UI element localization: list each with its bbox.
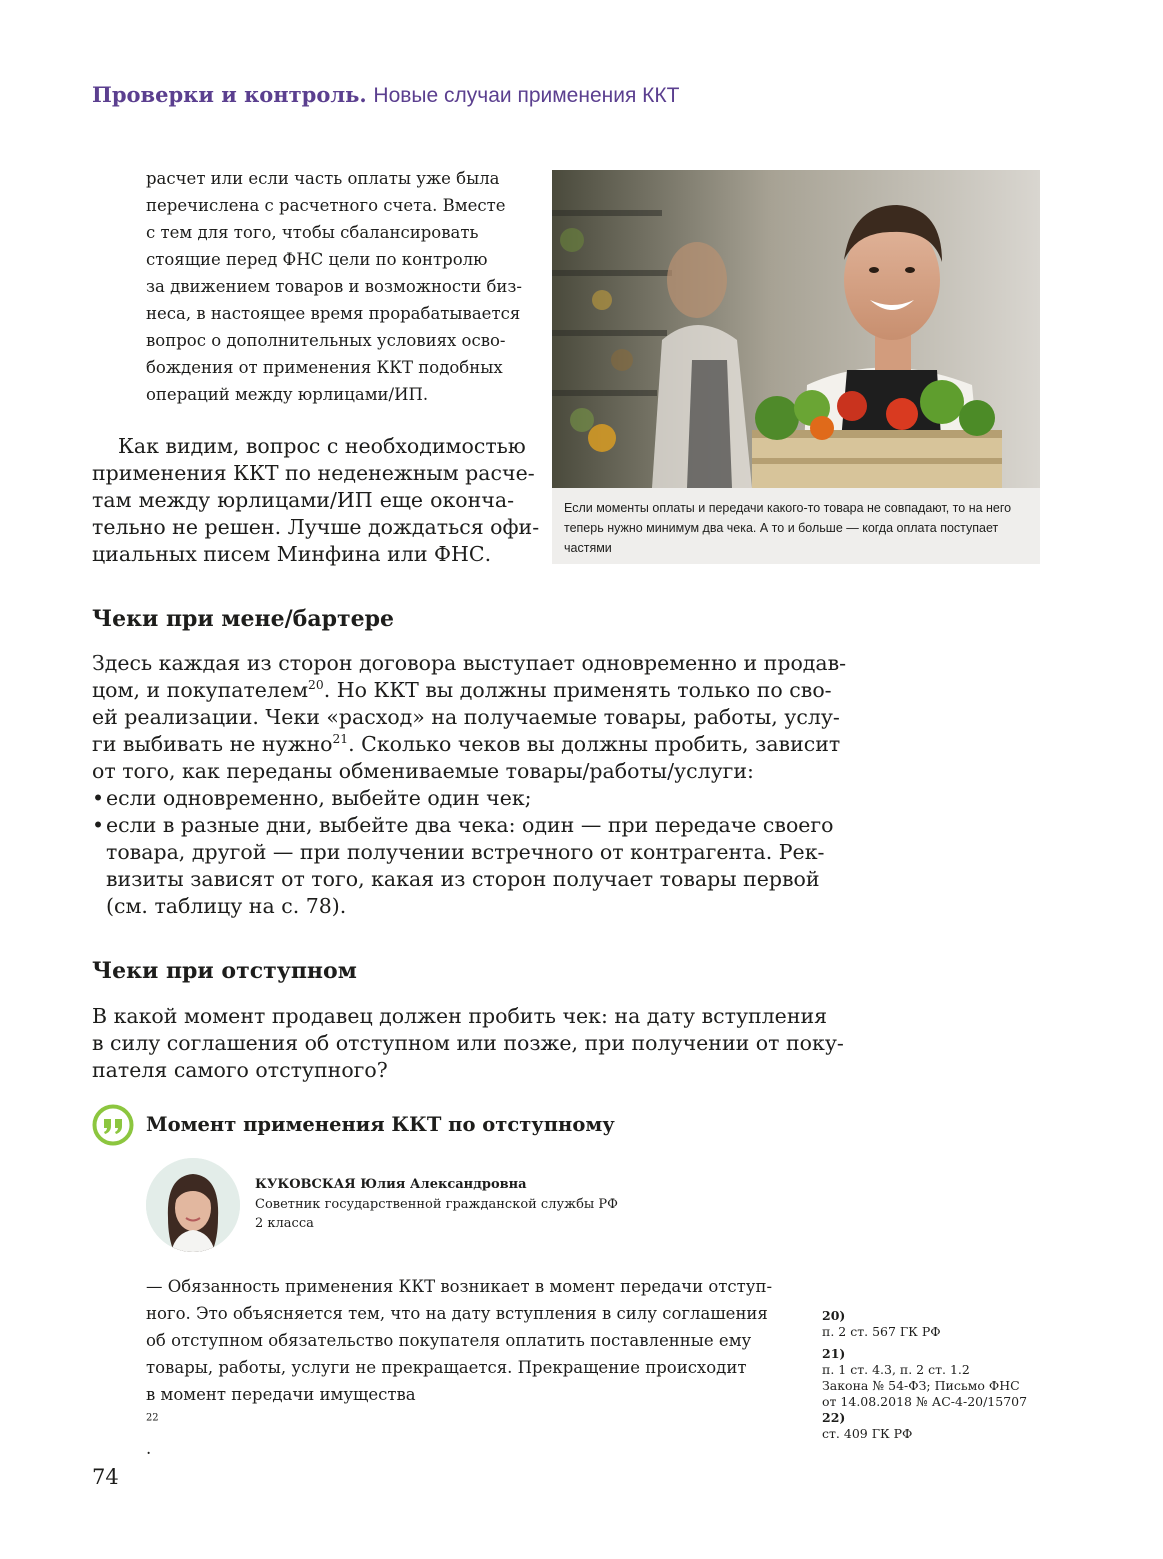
text-line: там между юрлицами/ИП еще оконча- bbox=[92, 488, 514, 512]
text-line: применения ККТ по неденежным расче- bbox=[92, 461, 535, 485]
caption-line: теперь нужно минимум два чека. А то и больше — когда оплата поступает bbox=[564, 521, 999, 535]
otstupnoe-paragraph bbox=[92, 1003, 844, 1084]
text-line: операций между юрлицами/ИП. bbox=[146, 385, 429, 404]
footnote-20 bbox=[822, 1308, 1062, 1340]
photo-caption bbox=[552, 488, 1040, 564]
caption-line: Если моменты оплаты и передачи какого-то товара не совпадают, то на него bbox=[564, 501, 1012, 515]
text-line: об отступном обязательство покупателя оплатить поставленные ему bbox=[146, 1331, 752, 1350]
footnote-text: п. 2 ст. 567 ГК РФ bbox=[822, 1324, 941, 1339]
footnote-ref-22[interactable]: 22 bbox=[146, 1412, 159, 1424]
text-line: вопрос о дополнительных условиях осво- bbox=[146, 331, 506, 350]
footnote-number: 20) bbox=[822, 1308, 846, 1323]
text-fragment: цом, и покупателем bbox=[92, 678, 309, 702]
barter-paragraph bbox=[92, 650, 847, 920]
expert-position bbox=[255, 1195, 618, 1233]
text-line: с тем для того, чтобы сбалансировать bbox=[146, 223, 479, 242]
text-line: Здесь каждая из сторон договора выступает одновременно и продав- bbox=[92, 651, 847, 675]
text-line: циальных писем Минфина или ФНС. bbox=[92, 542, 492, 566]
text-line: пателя самого отступного? bbox=[92, 1058, 388, 1082]
text-line: неса, в настоящее время прорабатывается bbox=[146, 304, 521, 323]
text-line: товары, работы, услуги не прекращается. Прекращение происходит bbox=[146, 1358, 747, 1377]
quote-title: Момент применения ККТ по отступному bbox=[146, 1113, 615, 1136]
list-item-text: если одновременно, выбейте один чек; bbox=[106, 786, 532, 810]
text-fragment: в момент передачи имущества bbox=[146, 1385, 416, 1404]
footnote-21-line: Закона № 54-ФЗ; Письмо ФНС bbox=[822, 1378, 1020, 1393]
quote-mark-icon bbox=[92, 1104, 134, 1146]
subsection-title: Новые случаи применения ККТ bbox=[373, 84, 680, 107]
text-line: за движением товаров и возможности биз- bbox=[146, 277, 522, 296]
expert-avatar bbox=[146, 1158, 240, 1252]
bullet-marker: • bbox=[92, 813, 105, 837]
text-line bbox=[146, 1381, 772, 1462]
text-fragment: . Но ККТ вы должны применять только по сво- bbox=[323, 678, 832, 702]
list-item bbox=[92, 785, 772, 812]
caption-line: частями bbox=[564, 541, 612, 555]
section-title: Проверки и контроль. bbox=[92, 82, 367, 107]
text-fragment: ги выбивать не нужно bbox=[92, 732, 333, 756]
list-item bbox=[92, 812, 834, 839]
text-line bbox=[92, 677, 832, 704]
footnote-21 bbox=[822, 1346, 1062, 1378]
text-line: Как видим, вопрос с необходимостью bbox=[118, 434, 526, 458]
footnote-text: ст. 409 ГК РФ bbox=[822, 1426, 913, 1441]
text-line: расчет или если часть оплаты уже была bbox=[146, 169, 500, 188]
photo-illustration bbox=[552, 170, 1040, 488]
text-line: стоящие перед ФНС цели по контролю bbox=[146, 250, 488, 269]
text-line: визиты зависят от того, какая из сторон получает товары первой bbox=[106, 867, 820, 891]
text-line bbox=[92, 731, 841, 758]
text-line: — Обязанность применения ККТ возникает в момент передачи отступ- bbox=[146, 1277, 773, 1296]
photo-grocer-with-vegetables bbox=[552, 170, 1040, 488]
footnote-ref-21[interactable]: 21 bbox=[332, 732, 349, 747]
footnote-number: 21) bbox=[822, 1346, 846, 1361]
expert-name: КУКОВСКАЯ Юлия Александровна bbox=[255, 1177, 527, 1192]
text-line: товара, другой — при получении встречного от контрагента. Рек- bbox=[106, 840, 825, 864]
footnote-number: 22) bbox=[822, 1410, 846, 1425]
footnote-ref-20[interactable]: 20 bbox=[308, 678, 324, 693]
text-line: тельно не решен. Лучше дождаться офи- bbox=[92, 515, 540, 539]
barter-heading: Чеки при мене/бартере bbox=[92, 606, 394, 632]
footnote-text: п. 1 ст. 4.3, п. 2 ст. 1.2 bbox=[822, 1362, 970, 1377]
quote-text bbox=[146, 1273, 772, 1462]
text-line: от того, как переданы обмениваемые товары/работы/услуги: bbox=[92, 759, 754, 783]
page-number: 74 bbox=[92, 1465, 119, 1489]
otstupnoe-heading: Чеки при отступном bbox=[92, 958, 357, 984]
intro-block bbox=[146, 165, 522, 408]
text-fragment: . Сколько чеков вы должны пробить, зависит bbox=[348, 732, 841, 756]
text-line: В какой момент продавец должен пробить чек: на дату вступления bbox=[92, 1004, 828, 1028]
bullet-marker: • bbox=[92, 786, 105, 810]
expert-position-line: 2 класса bbox=[255, 1216, 314, 1231]
list-item-text: если в разные дни, выбейте два чека: один — при передаче своего bbox=[106, 813, 834, 837]
text-line: ей реализации. Чеки «расход» на получаемые товары, работы, услу- bbox=[92, 705, 840, 729]
text-line: ного. Это объясняется тем, что на дату вступления в силу соглашения bbox=[146, 1304, 768, 1323]
text-line: (см. таблицу на с. 78). bbox=[106, 894, 347, 918]
expert-position-line: Советник государственной гражданской службы РФ bbox=[255, 1197, 618, 1212]
running-head bbox=[92, 82, 679, 108]
footnotes bbox=[822, 1308, 1062, 1442]
conclusion-paragraph bbox=[92, 433, 540, 568]
text-line: в силу соглашения об отступном или позже, при получении от поку- bbox=[92, 1031, 844, 1055]
footnote-22 bbox=[822, 1410, 1062, 1442]
text-line: бождения от применения ККТ подобных bbox=[146, 358, 503, 377]
text-fragment: . bbox=[146, 1439, 152, 1458]
text-line: перечислена с расчетного счета. Вместе bbox=[146, 196, 506, 215]
footnote-21-line: от 14.08.2018 № АС-4-20/15707 bbox=[822, 1394, 1028, 1409]
